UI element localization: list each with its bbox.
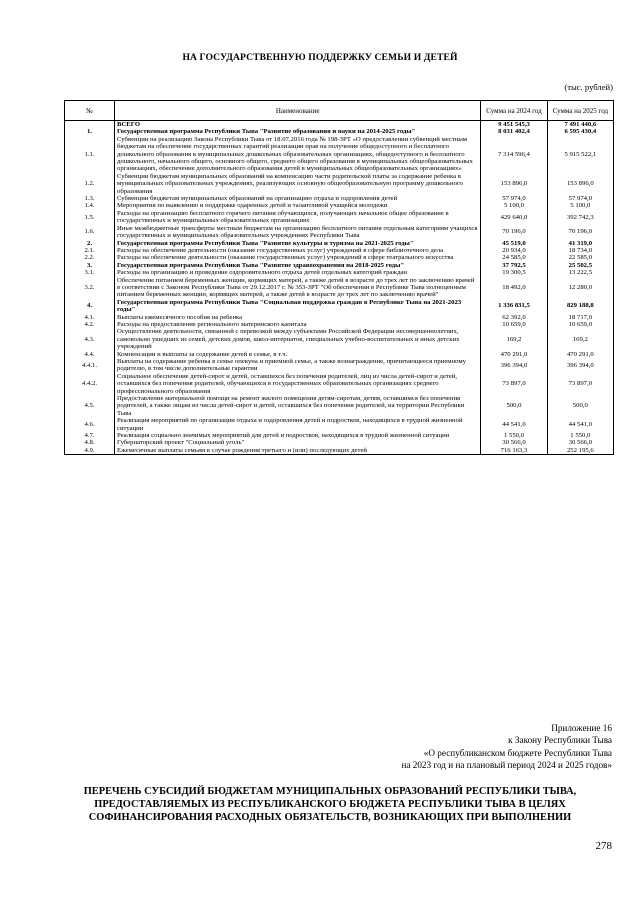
row-value-2024: 470 291,0: [481, 351, 547, 358]
appendix-line: на 2023 год и на плановый период 2024 и 2025 годов»: [401, 760, 612, 771]
row-name: Мероприятия по выявлению и поддержке одаренных детей и талантливой учащейся молодежи: [115, 202, 481, 209]
row-value-2024: 8 031 402,4: [481, 128, 547, 135]
row-name: Выплаты на содержание ребенка в семье опекуна и приемной семье, а также вознаграждение, причитающееся приемному родителю, в том числе дополнительные гарантии: [115, 358, 481, 373]
row-name: Расходы на организацию бесплатного горячего питания обучающихся, получающих начальное общее образование в государственных и муниципальных образовательных организациях: [115, 210, 481, 225]
table-row: [65, 395, 614, 417]
row-value-2025: 57 974,0: [547, 195, 613, 202]
row-value-2025: 30 566,0: [547, 439, 613, 446]
row-number: 4.: [65, 299, 115, 314]
table-row: [65, 299, 614, 314]
table-row: [65, 417, 614, 432]
row-number: 4.2.: [65, 321, 115, 328]
table-row: [65, 254, 614, 261]
units-label: (тыс. рублей): [564, 82, 613, 92]
row-value-2025: 169,2: [547, 328, 613, 350]
table-row: [65, 247, 614, 254]
row-number: 1.3.: [65, 195, 115, 202]
col-2025-header: Сумма на 2025 год: [547, 101, 613, 121]
row-name: Государственная программа Республики Тыва "Социальная поддержка граждан в Республике Тыва на 2021-2023 годы": [115, 299, 481, 314]
table-row: [65, 314, 614, 321]
row-number: [65, 121, 115, 129]
section-heading: НА ГОСУДАРСТВЕННУЮ ПОДДЕРЖКУ СЕМЬИ И ДЕТЕЙ: [182, 52, 458, 63]
row-value-2025: 392 742,3: [547, 210, 613, 225]
table-row: [65, 121, 614, 129]
row-number: 4.9.: [65, 447, 115, 455]
row-name: Губернаторский проект "Социальный уголь": [115, 439, 481, 446]
row-number: 4.7.: [65, 432, 115, 439]
row-value-2024: 18 492,0: [481, 277, 547, 299]
row-value-2024: 70 196,0: [481, 225, 547, 240]
row-name: Компенсации и выплаты за содержание детей в семье, в т.ч.: [115, 351, 481, 358]
row-value-2024: 9 451 545,3: [481, 121, 547, 129]
row-value-2025: 70 196,0: [547, 225, 613, 240]
list-title: [60, 785, 600, 825]
row-value-2024: 169,2: [481, 328, 547, 350]
appendix-line: Приложение 16: [551, 723, 612, 733]
row-number: 4.6.: [65, 417, 115, 432]
row-value-2025: 44 541,0: [547, 417, 613, 432]
row-name: Выплаты ежемесячного пособия на ребенка: [115, 314, 481, 321]
row-value-2025: 500,0: [547, 395, 613, 417]
row-value-2024: 20 934,0: [481, 247, 547, 254]
page-number: 278: [595, 840, 612, 852]
table-row: [65, 277, 614, 299]
row-value-2025: 12 280,0: [547, 277, 613, 299]
row-number: 4.8.: [65, 439, 115, 446]
table-row: [65, 439, 614, 446]
title-line: ПЕРЕЧЕНЬ СУБСИДИЙ БЮДЖЕТАМ МУНИЦИПАЛЬНЫХ ОБРАЗОВАНИЙ РЕСПУБЛИКИ ТЫВА,: [83, 786, 577, 797]
table-header: [65, 101, 614, 121]
title-line: ПРЕДОСТАВЛЯЕМЫХ ИЗ РЕСПУБЛИКАНСКОГО БЮДЖЕТА РЕСПУБЛИКИ ТЫВА В ЦЕЛЯХ: [94, 799, 566, 811]
row-value-2025: 25 502,5: [547, 262, 613, 269]
table-row: [65, 373, 614, 395]
col-2024-header: Сумма на 2024 год: [481, 101, 547, 121]
row-value-2025: 41 319,0: [547, 240, 613, 247]
row-number: 3.1.: [65, 269, 115, 276]
row-name: Предоставление материальной помощи на ремонт жилого помещения детям-сиротам, детям, оставшимся без попечения родителей, а также лицам из числа детей-сирот и детей, оставшихся без попечения родителей, на территории Республики Тыва: [115, 395, 481, 417]
row-number: 1.2.: [65, 173, 115, 195]
row-name: Иные межбюджетные трансферты местным бюджетам на организацию бесплатного питания отдельным категориям учащихся государственных и муниципальных образовательных учреждениях Республики Тыва: [115, 225, 481, 240]
row-name: ВСЕГО: [115, 121, 481, 129]
row-value-2024: 62 392,0: [481, 314, 547, 321]
row-number: 4.4.: [65, 351, 115, 358]
row-name: Осуществление деятельности, связанной с перевозкой между субъектами Российской Федерации несовершеннолетних, самовольно ушедших из семей, детских домов, школ-интернатов, специальных учебно-воспитательных и иных детских учреждений: [115, 328, 481, 350]
row-value-2024: 24 585,0: [481, 254, 547, 261]
row-name: Обеспечение питанием беременных женщин, кормящих матерей, а также детей в возрасте до трех лет по заключению врачей в соответствии с Законом Республики Тыва от 29.12.2017 г. № 353-ЗРТ "Об обеспечении в Республике Тыва полноценным питанием беременных женщин, кормящих матерей, а также детей в возрасте до трех лет по заключению врачей": [115, 277, 481, 299]
row-value-2024: 45 519,0: [481, 240, 547, 247]
row-value-2025: 22 585,0: [547, 254, 613, 261]
col-name-header: Наименование: [115, 101, 481, 121]
row-number: 2.: [65, 240, 115, 247]
row-name: Расходы на предоставление регионального материнского капитала: [115, 321, 481, 328]
row-value-2024: 57 974,0: [481, 195, 547, 202]
row-name: Расходы на обеспечение деятельности (оказание государственных услуг) учреждений в сфере библиотечного дела: [115, 247, 481, 254]
row-name: Ежемесячные выплаты семьям в случае рождения третьего и (или) последующих детей: [115, 447, 481, 455]
col-number-header: №: [65, 101, 115, 121]
row-name: Реализация социально значимых мероприятий для детей и подростков, находящихся в трудной жизненной ситуации: [115, 432, 481, 439]
table-row: [65, 202, 614, 209]
row-number: 1.1.: [65, 136, 115, 173]
row-number: 2.2.: [65, 254, 115, 261]
table-row: [65, 240, 614, 247]
table-row: [65, 210, 614, 225]
row-number: 1.5.: [65, 210, 115, 225]
table-body: [65, 121, 614, 455]
table-row: [65, 173, 614, 195]
row-value-2024: 1 550,0: [481, 432, 547, 439]
row-name: Реализация мероприятий по организации отдыха и оздоровления детей и подростков, находящихся в трудной жизненной ситуации: [115, 417, 481, 432]
row-value-2025: 153 896,0: [547, 173, 613, 195]
row-value-2024: 44 541,0: [481, 417, 547, 432]
row-name: Государственная программа Республики Тыва "Развитие здравоохранения на 2018-2025 годы": [115, 262, 481, 269]
row-name: Субвенции на реализацию Закона Республики Тыва от 18.07.2016 года № 198-ЗРТ «О предоставлении субвенций местным бюджетам на обеспечение государственных гарантий реализации прав на получение общедоступного и бесплатного дошкольного образования в муниципальных дошкольных образовательных организациях, общедоступного и бесплатного дошкольного, начального общего, основного общего, среднего общего образования в муниципальных общеобразовательных организациях, обеспечение дополнительного образования детей в муниципальных общеобразовательных организациях»: [115, 136, 481, 173]
row-value-2025: 13 222,5: [547, 269, 613, 276]
row-value-2024: 716 163,3: [481, 447, 547, 455]
row-number: 4.5.: [65, 395, 115, 417]
table-row: [65, 225, 614, 240]
row-number: 2.1.: [65, 247, 115, 254]
row-value-2025: 73 897,0: [547, 373, 613, 395]
table-row: [65, 136, 614, 173]
row-number: 1.4.: [65, 202, 115, 209]
row-value-2024: 153 896,0: [481, 173, 547, 195]
row-value-2025: 10 659,0: [547, 321, 613, 328]
table-row: [65, 358, 614, 373]
table-row: [65, 195, 614, 202]
appendix-line: «О республиканском бюджете Республики Тыва: [423, 747, 612, 758]
row-name: Государственная программа Республики Тыва "Развитие образования и науки на 2014-2025 годы": [115, 128, 481, 135]
row-number: 3.: [65, 262, 115, 269]
row-value-2024: 1 336 831,5: [481, 299, 547, 314]
table-row: [65, 328, 614, 350]
row-value-2024: 30 566,0: [481, 439, 547, 446]
table-row: [65, 351, 614, 358]
row-value-2025: 829 188,8: [547, 299, 613, 314]
row-value-2024: 73 897,0: [481, 373, 547, 395]
row-value-2025: 1 550,0: [547, 432, 613, 439]
title-line: СОФИНАНСИРОВАНИЯ РАСХОДНЫХ ОБЯЗАТЕЛЬСТВ, ВОЗНИКАЮЩИХ ПРИ ВЫПОЛНЕНИИ: [88, 812, 572, 824]
row-number: 4.4.1.: [65, 358, 115, 373]
row-value-2025: 18 717,0: [547, 314, 613, 321]
row-value-2025: 6 595 430,4: [547, 128, 613, 135]
row-name: Субвенции бюджетам муниципальных образований на компенсацию части родительской платы за содержание ребенка в муниципальных образовательных учреждениях, реализующих основную общеобразовательную программу дошкольного образования: [115, 173, 481, 195]
row-value-2024: 19 300,5: [481, 269, 547, 276]
row-value-2025: 5 100,0: [547, 202, 613, 209]
row-name: Субвенции бюджетам муниципальных образований на организацию отдыха и оздоровления детей: [115, 195, 481, 202]
table-row: [65, 432, 614, 439]
row-number: 4.1.: [65, 314, 115, 321]
table-row: [65, 321, 614, 328]
row-value-2025: 396 394,0: [547, 358, 613, 373]
row-number: 3.2.: [65, 277, 115, 299]
row-name: Расходы на организацию и проведение оздоровительного отдыха детей отдельных категорий граждан: [115, 269, 481, 276]
appendix-line: к Закону Республики Тыва: [508, 735, 612, 746]
row-name: Расходы на обеспечение деятельности (оказание государственных услуг) учреждений в сфере театрального искусства: [115, 254, 481, 261]
table-row: [65, 447, 614, 455]
row-value-2025: 18 734,0: [547, 247, 613, 254]
row-number: 4.4.2.: [65, 373, 115, 395]
row-value-2025: 470 291,0: [547, 351, 613, 358]
row-value-2024: 37 792,5: [481, 262, 547, 269]
row-number: 1.6.: [65, 225, 115, 240]
table-row: [65, 269, 614, 276]
budget-table: [64, 100, 614, 455]
table-row: [65, 128, 614, 135]
row-number: 4.3.: [65, 328, 115, 350]
table-row: [65, 262, 614, 269]
row-value-2024: 5 100,0: [481, 202, 547, 209]
row-value-2025: 7 491 440,6: [547, 121, 613, 129]
row-name: Государственная программа Республики Тыва "Развитие культуры и туризма на 2021-2025 годы": [115, 240, 481, 247]
appendix-reference: [401, 722, 612, 772]
row-value-2024: 396 394,0: [481, 358, 547, 373]
row-value-2024: 10 659,0: [481, 321, 547, 328]
row-name: Социальное обеспечение детей-сирот и детей, оставшихся без попечения родителей, лиц из числа детей-сирот и детей, оставшихся без попечения родителей, обучающихся в государственных образовательных организациях среднего профессионального образования: [115, 373, 481, 395]
row-value-2025: 252 195,6: [547, 447, 613, 455]
row-number: 1.: [65, 128, 115, 135]
row-value-2025: 5 915 522,1: [547, 136, 613, 173]
row-value-2024: 429 640,0: [481, 210, 547, 225]
row-value-2024: 500,0: [481, 395, 547, 417]
row-value-2024: 7 314 596,4: [481, 136, 547, 173]
